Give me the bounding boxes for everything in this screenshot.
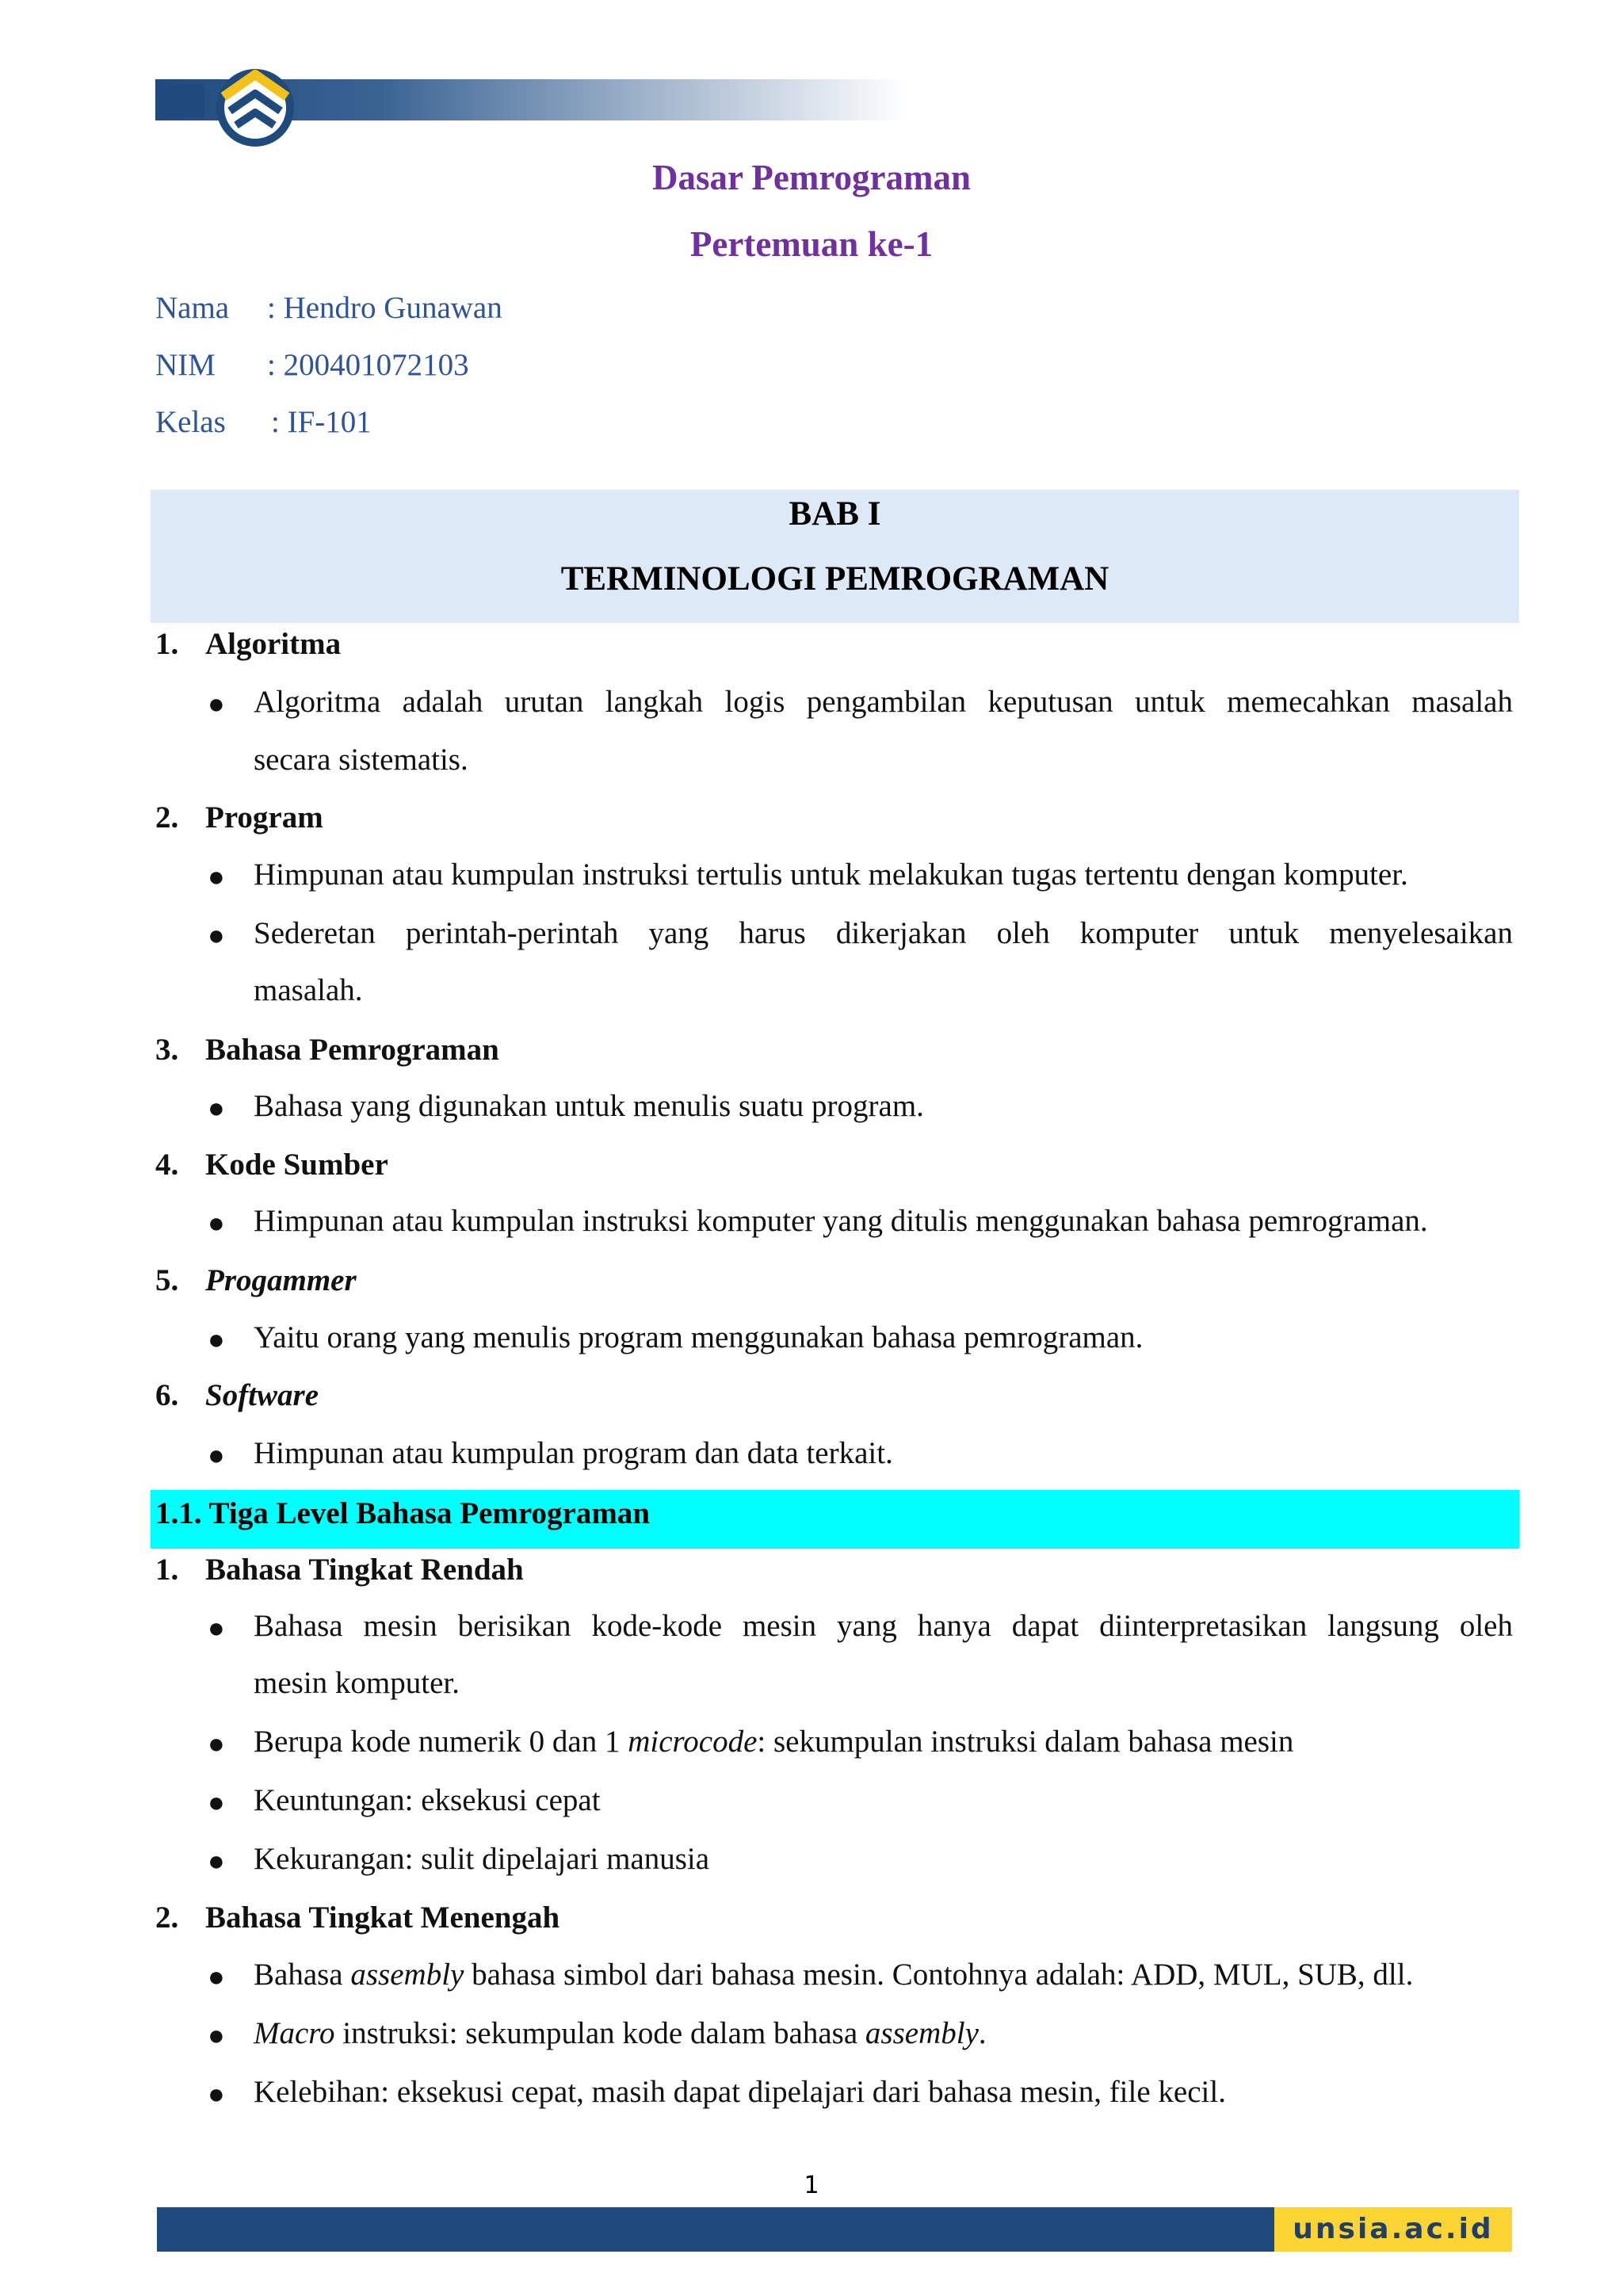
- term-heading: Progammer: [205, 1263, 357, 1297]
- term-number: 4.: [155, 1148, 179, 1182]
- bullet-icon: ●: [208, 2019, 225, 2051]
- bullet-text: Keuntungan: eksekusi cepat: [254, 1783, 601, 1817]
- bullet-text-continuation: masalah.: [254, 973, 363, 1007]
- level-number: 1.: [155, 1553, 179, 1587]
- term-heading: Program: [205, 800, 323, 835]
- bullet-icon: ●: [208, 1324, 225, 1355]
- bullet-icon: ●: [208, 688, 225, 720]
- bullet-text: [254, 1725, 1293, 1759]
- document-title: Dasar Pemrograman: [651, 158, 971, 197]
- bullet-icon: ●: [208, 1961, 225, 1992]
- name-value: : Hendro Gunawan: [267, 291, 502, 325]
- term-heading: Software: [205, 1378, 319, 1412]
- bullet-icon: ●: [208, 1612, 225, 1644]
- italic-term: Macro: [254, 2016, 335, 2050]
- bullet-icon: ●: [208, 1728, 225, 1759]
- bullet-text: Kekurangan: sulit dipelajari manusia: [254, 1842, 710, 1876]
- term-number: 6.: [155, 1378, 179, 1412]
- chapter-title: TERMINOLOGI PEMROGRAMAN: [560, 560, 1109, 598]
- text-segment: : sekumpulan instruksi dalam bahasa mesin: [757, 1725, 1294, 1759]
- bullet-icon: ●: [208, 2078, 225, 2110]
- bullet-text: Sederetan perintah-perintah yang harus dikerjakan oleh komputer untuk menyelesaikan: [254, 916, 1513, 950]
- footer-url[interactable]: unsia.ac.id: [1293, 2213, 1494, 2245]
- bullet-text: Himpunan atau kumpulan program dan data terkait.: [254, 1436, 893, 1470]
- term-number: 3.: [155, 1033, 179, 1067]
- term-heading: Kode Sumber: [205, 1148, 388, 1182]
- term-number: 2.: [155, 800, 179, 835]
- bullet-icon: ●: [208, 1845, 225, 1877]
- bullet-icon: ●: [208, 861, 225, 892]
- term-number: 1.: [155, 627, 179, 661]
- bullet-text: [254, 1958, 1413, 1992]
- bullet-text: Kelebihan: eksekusi cepat, masih dapat dipelajari dari bahasa mesin, file kecil.: [254, 2075, 1226, 2109]
- nim-label: NIM: [155, 348, 216, 382]
- bullet-icon: ●: [208, 1092, 225, 1124]
- bullet-text: Himpunan atau kumpulan instruksi tertulis untuk melakukan tugas tertentu dengan komputer.: [254, 858, 1408, 892]
- document-subtitle: Pertemuan ke-1: [689, 224, 934, 264]
- level-number: 2.: [155, 1901, 179, 1935]
- subsection-title: 1.1. Tiga Level Bahasa Pemrograman: [155, 1496, 650, 1530]
- text-segment: .: [978, 2016, 987, 2050]
- bullet-text: [254, 2016, 987, 2051]
- term-heading: Bahasa Pemrograman: [205, 1033, 499, 1067]
- term-number: 5.: [155, 1263, 179, 1297]
- term-heading: Algoritma: [205, 627, 342, 661]
- page-number: 1: [804, 2172, 819, 2199]
- bullet-icon: ●: [208, 1786, 225, 1818]
- italic-term: microcode: [628, 1725, 758, 1759]
- kelas-label: Kelas: [155, 405, 226, 439]
- text-segment: bahasa simbol dari bahasa mesin. Contohnya adalah: ADD, MUL, SUB, dll.: [464, 1958, 1414, 1992]
- bullet-text-continuation: secara sistematis.: [254, 743, 468, 777]
- bullet-text-continuation: mesin komputer.: [254, 1666, 460, 1700]
- name-label: Nama: [155, 291, 230, 325]
- bullet-icon: ●: [208, 919, 225, 951]
- bullet-text: Yaitu orang yang menulis program menggunakan bahasa pemrograman.: [254, 1320, 1144, 1354]
- bullet-text: Bahasa mesin berisikan kode-kode mesin yang hanya dapat diinterpretasikan langsung oleh: [254, 1609, 1513, 1643]
- university-logo-icon: [212, 62, 298, 149]
- bullet-text: Bahasa yang digunakan untuk menulis suatu program.: [254, 1089, 924, 1123]
- bullet-text: Himpunan atau kumpulan instruksi komputer yang ditulis menggunakan bahasa pemrograman.: [254, 1204, 1428, 1238]
- bullet-icon: ●: [208, 1207, 225, 1239]
- level-heading: Bahasa Tingkat Menengah: [205, 1901, 560, 1935]
- text-segment: Berupa kode numerik 0 dan 1: [254, 1725, 628, 1759]
- text-segment: instruksi: sekumpulan kode dalam bahasa: [334, 2016, 865, 2050]
- italic-term: assembly: [350, 1958, 464, 1992]
- chapter-number: BAB I: [789, 495, 881, 533]
- bullet-text: Algoritma adalah urutan langkah logis pengambilan keputusan untuk memecahkan masalah: [254, 685, 1513, 719]
- text-segment: Bahasa: [254, 1958, 351, 1992]
- kelas-value: : IF-101: [271, 405, 372, 439]
- header-blue-block: [155, 84, 204, 117]
- bullet-icon: ●: [208, 1439, 225, 1471]
- level-heading: Bahasa Tingkat Rendah: [205, 1553, 524, 1587]
- nim-value: : 200401072103: [267, 348, 469, 382]
- italic-term: assembly: [865, 2016, 979, 2050]
